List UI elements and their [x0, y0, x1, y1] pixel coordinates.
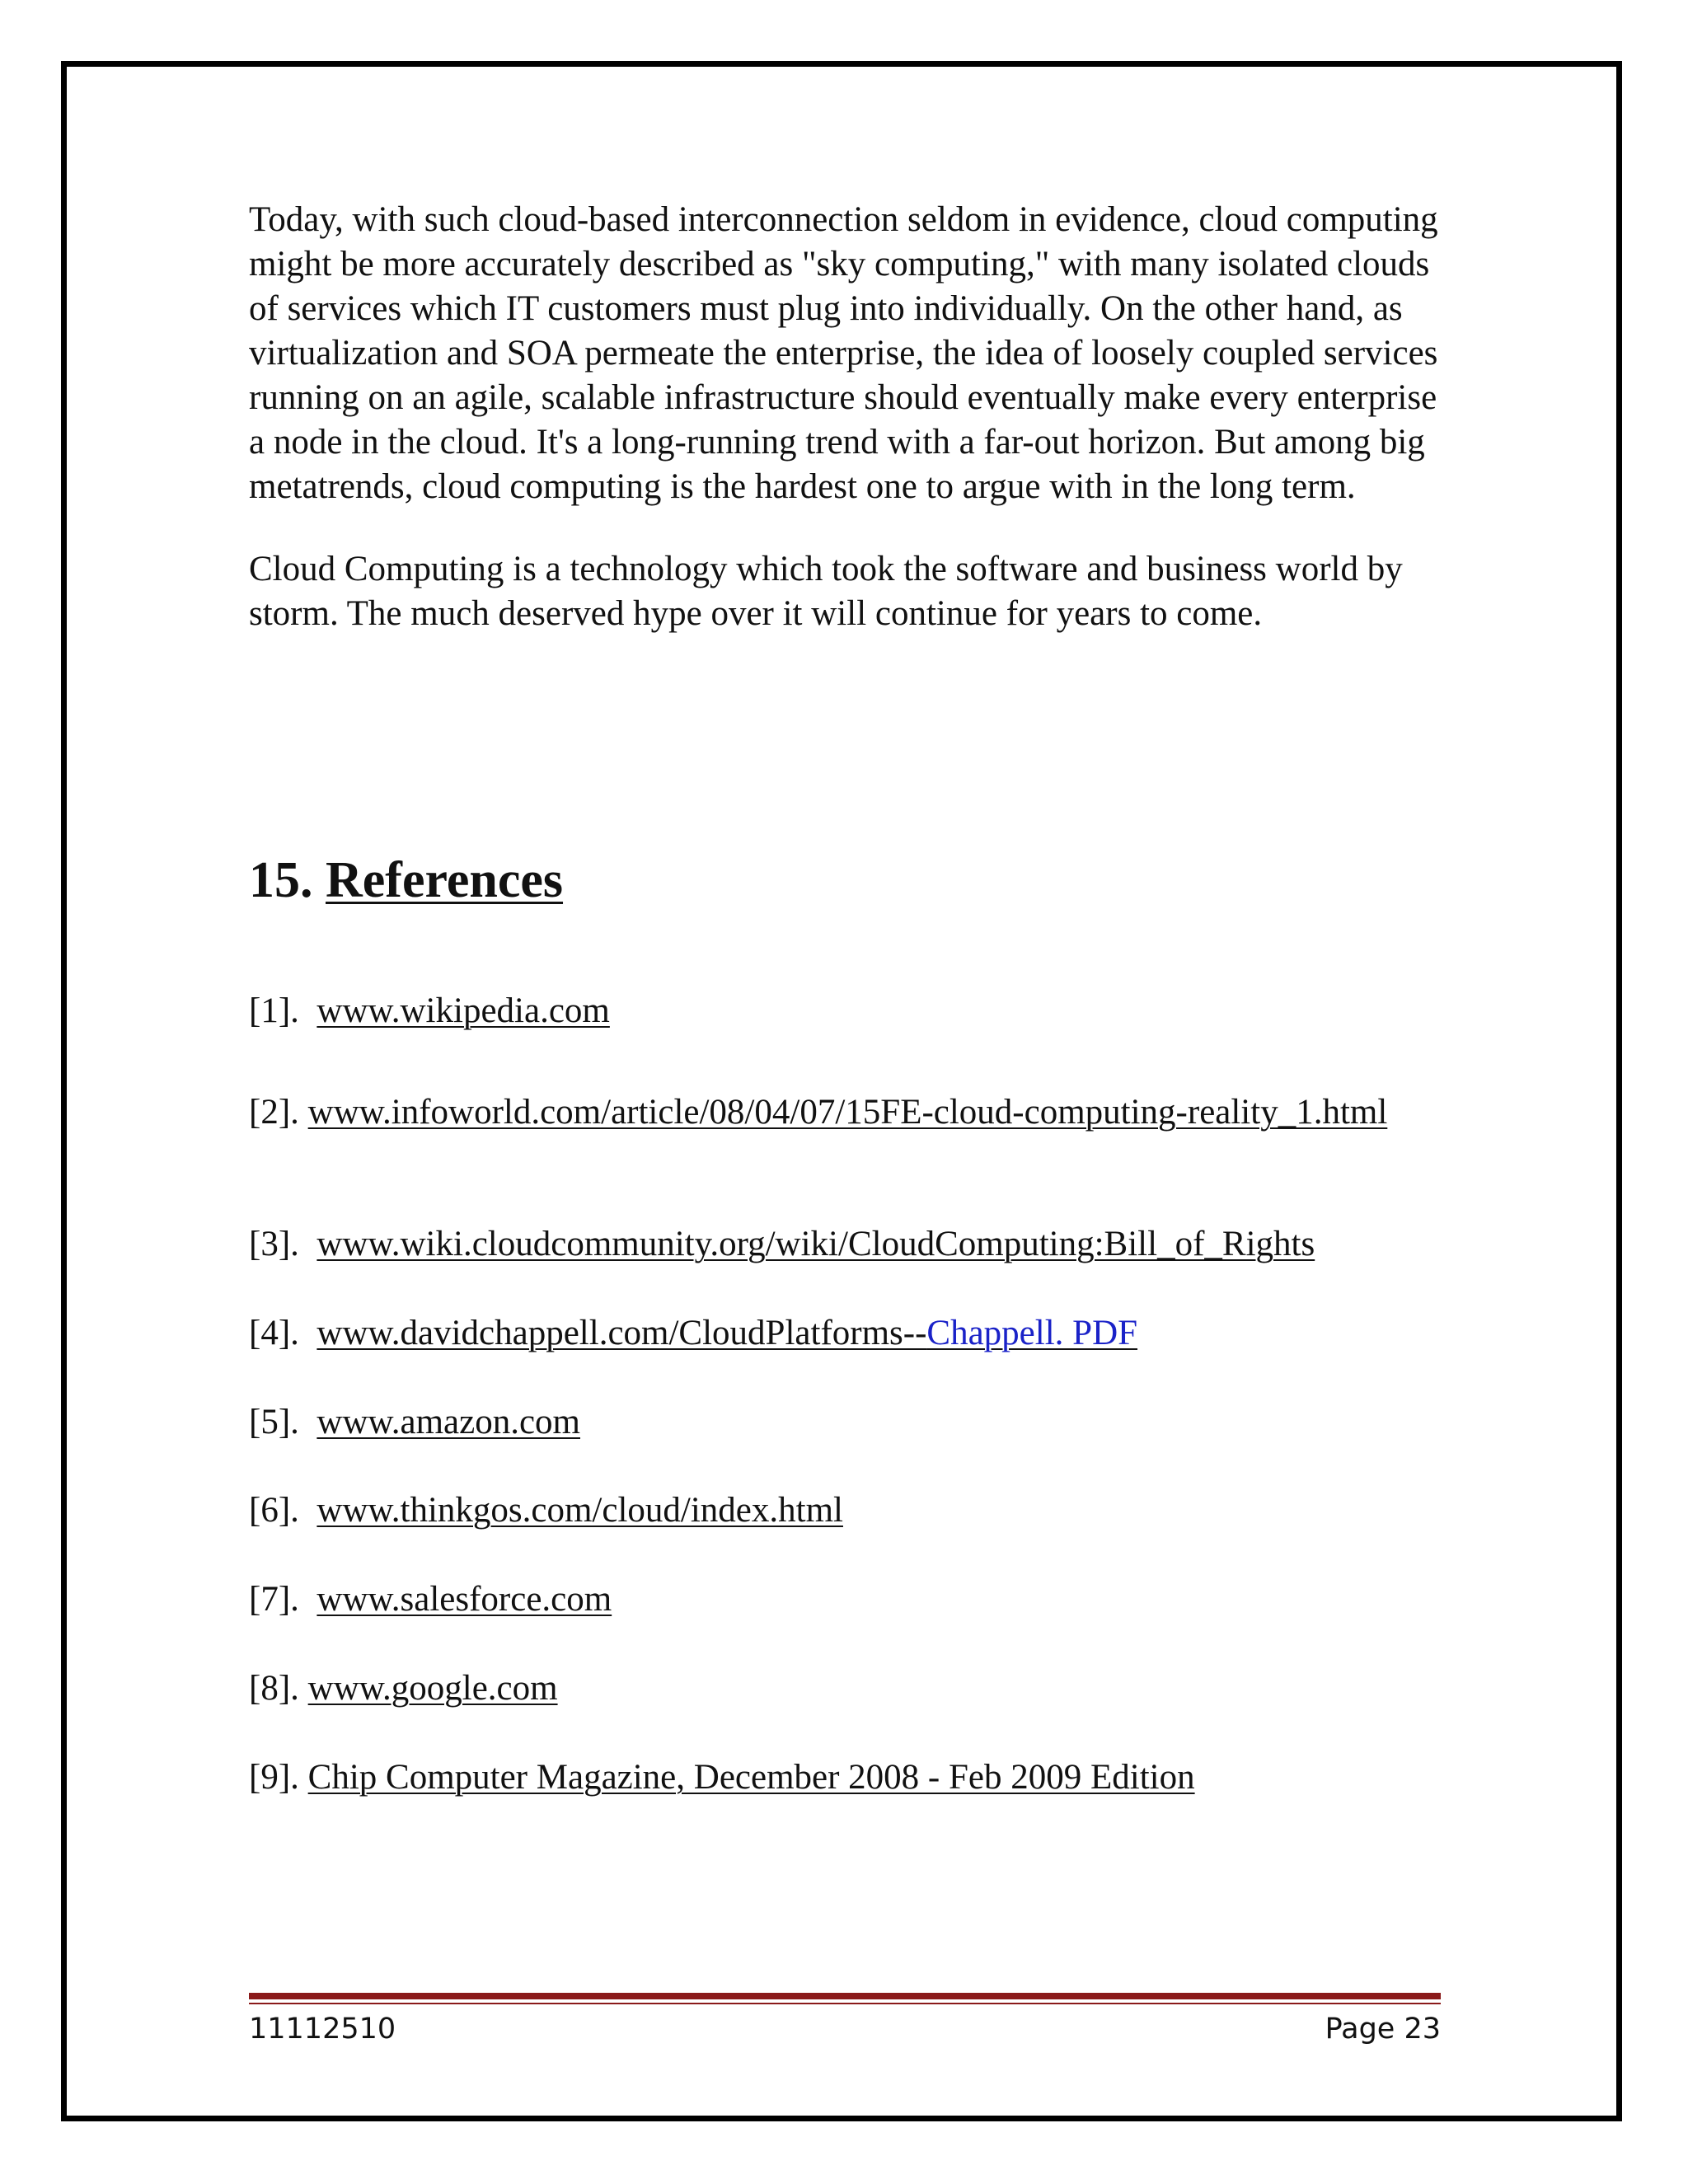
section-number: 15.	[249, 852, 313, 908]
reference-link-text: www.davidchappell.com/CloudPlatforms--	[316, 1314, 927, 1352]
page-number: Page 23	[1325, 2013, 1441, 2046]
footer-id: 11112510	[249, 2013, 396, 2046]
reference-number: [1].	[249, 991, 299, 1030]
reference-item	[249, 1577, 1441, 1622]
reference-link[interactable]: www.wiki.cloudcommunity.org/wiki/CloudComputing:Bill_of_Rights	[316, 1225, 1315, 1263]
reference-link[interactable]: www.google.com	[307, 1669, 558, 1708]
footer-rule	[249, 1993, 1441, 1999]
reference-link[interactable]: www.wikipedia.com	[316, 991, 610, 1030]
reference-item	[249, 1755, 1441, 1800]
reference-item	[249, 1311, 1441, 1356]
reference-item	[249, 1090, 1441, 1135]
reference-number: [7].	[249, 1580, 299, 1619]
reference-item	[249, 1400, 1441, 1445]
reference-link[interactable]: www.amazon.com	[316, 1403, 580, 1441]
reference-item	[249, 1666, 1441, 1711]
body-text	[249, 198, 1441, 636]
reference-item	[249, 989, 1441, 1033]
reference-link[interactable]: www.salesforce.com	[316, 1580, 612, 1619]
reference-item	[249, 1222, 1441, 1267]
reference-link[interactable]: Chip Computer Magazine, December 2008 - Feb 2009 Edition	[307, 1758, 1195, 1797]
paragraph-2: Cloud Computing is a technology which took the software and business world by storm. The much deserved hype over it will continue for years to come.	[249, 550, 1403, 633]
footer-rule-thin	[249, 2003, 1441, 2004]
reference-number: [4].	[249, 1314, 299, 1352]
reference-link[interactable]: www.thinkgos.com/cloud/index.html	[316, 1491, 843, 1530]
reference-number: [6].	[249, 1491, 299, 1530]
section-title: References	[326, 852, 564, 908]
reference-number: [5].	[249, 1403, 299, 1441]
reference-link[interactable]: www.infoworld.com/article/08/04/07/15FE-cloud-computing-reality_1.html	[307, 1093, 1388, 1132]
reference-item	[249, 1488, 1441, 1533]
reference-link-pdf: Chappell. PDF	[926, 1314, 1138, 1352]
paragraph-1: Today, with such cloud-based interconnection seldom in evidence, cloud computing might be more accurately described as "sky computing," with many isolated clouds of services which IT customers must plug into individually. On the other hand, as virtualization and SOA permeate the enterprise, the idea of loosely coupled services running on an agile, scalable infrastructure should eventually make every enterprise a node in the cloud. It's a long-running trend with a far-out horizon. But among big metatrends, cloud computing is the hardest one to argue with in the long term.	[249, 200, 1438, 506]
section-heading	[249, 847, 563, 913]
reference-link[interactable]	[316, 1314, 1137, 1352]
reference-number: [8].	[249, 1669, 299, 1708]
reference-number: [3].	[249, 1225, 299, 1263]
reference-number: [2].	[249, 1093, 299, 1132]
reference-number: [9].	[249, 1758, 299, 1797]
